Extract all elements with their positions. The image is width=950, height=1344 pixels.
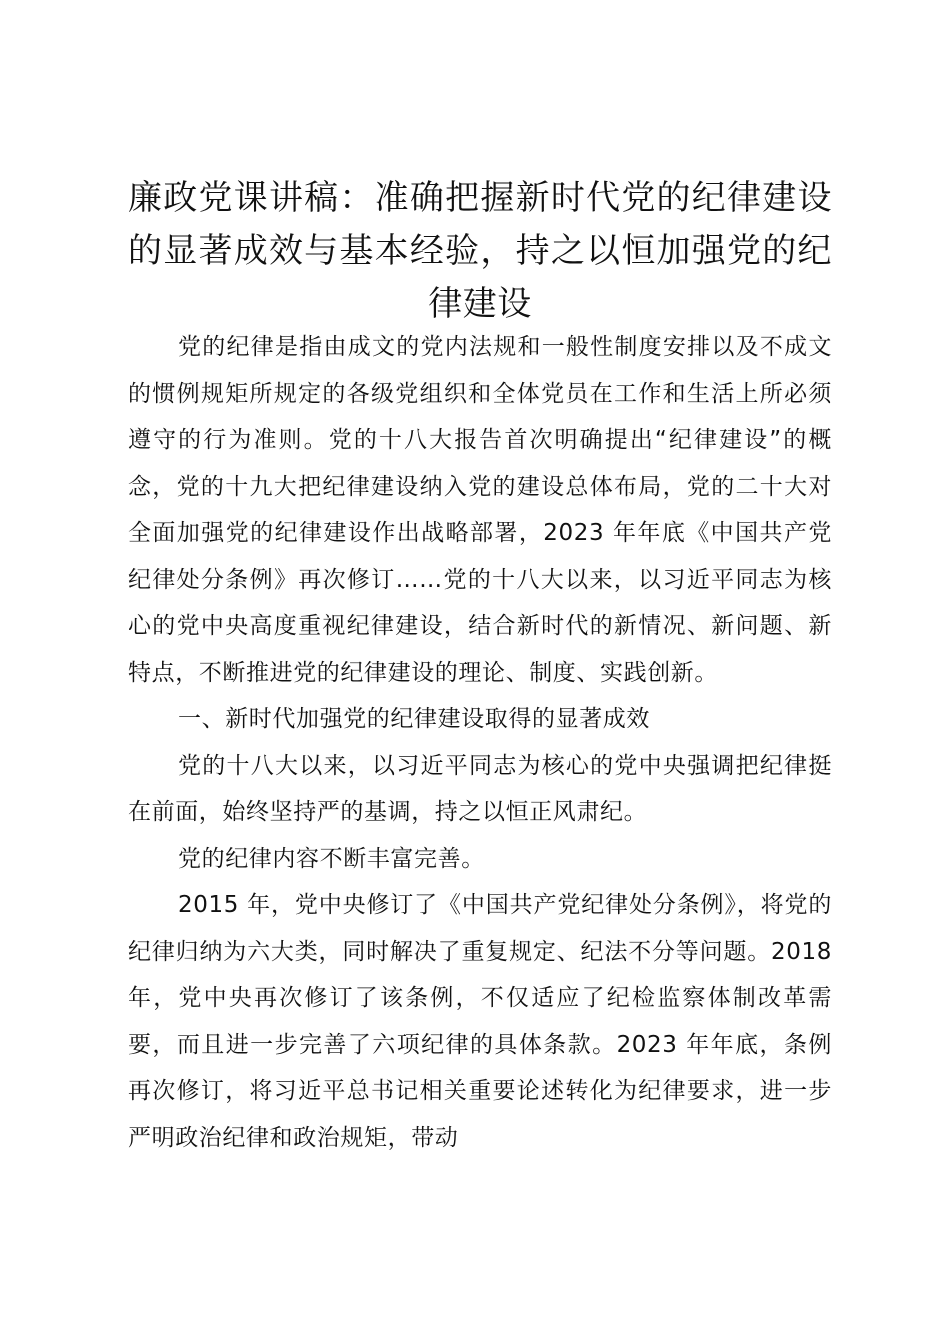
section-heading: 一、新时代加强党的纪律建设取得的显著成效: [178, 706, 650, 732]
paragraph-subheading: 党的纪律内容不断丰富完善。: [178, 845, 485, 872]
document-title: 廉政党课讲稿：准确把握新时代党的纪律建设的显著成效与基本经验，持之以恒加强党的纪律建设: [128, 178, 832, 324]
paragraph-regulations: 2015 年，党中央修订了《中国共产党纪律处分条例》，将党的纪律归纳为六大类，同时解决了重复规定、纪法不分等问题。2018 年，党中央再次修订了该条例，不仅适应了纪检监察体制改革需要，而且进一步完善了六项纪律的具体条款。2023 年年底，条例再次修订，将习近平总书记相关重要论述转化为纪律要求，进一步严明政治纪律和政治规矩，带动: [128, 892, 832, 1151]
paragraph-section-1: 党的十八大以来，以习近平同志为核心的党中央强调把纪律挺在前面，始终坚持严的基调，持之以恒正风肃纪。: [128, 752, 832, 825]
paragraph-intro: 党的纪律是指由成文的党内法规和一般性制度安排以及不成文的惯例规矩所规定的各级党组织和全体党员在工作和生活上所必须遵守的行为准则。党的十八大报告首次明确提出“纪律建设”的概念，党的十九大把纪律建设纳入党的建设总体布局，党的二十大对全面加强党的纪律建设作出战略部署，2023 年年底《中国共产党纪律处分条例》再次修订……党的十八大以来，以习近平同志为核心的党中央高度重视纪律建设，结合新时代的新情况、新问题、新特点，不断推进党的纪律建设的理论、制度、实践创新。: [128, 334, 832, 686]
document-body: [128, 324, 832, 1161]
